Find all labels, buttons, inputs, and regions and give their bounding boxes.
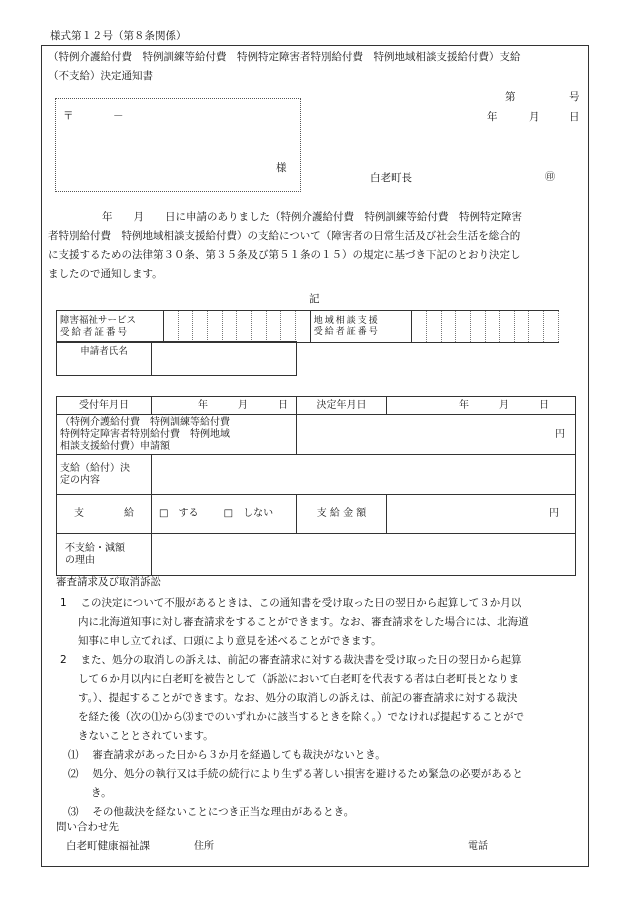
certificate-table (56, 310, 559, 343)
decision-date-value[interactable]: 年 月 日 (387, 397, 576, 415)
postal-dash: － (113, 110, 124, 122)
date-nen: 年 (487, 111, 498, 123)
sama-suffix: 様 (276, 162, 287, 174)
soudan-digit[interactable] (514, 311, 529, 343)
cert-digit[interactable] (296, 311, 311, 343)
contact-dept: 白老町健康福祉課 (66, 840, 150, 852)
appeal-line: 知事に申し立てれば、口頭により意見を述べることができます。 (78, 635, 382, 647)
content-value[interactable] (152, 455, 576, 495)
doc-number-dai: 第 (505, 91, 516, 103)
form-number: 様式第１２号（第８条関係） (50, 30, 187, 42)
decision-date-label: 決定年月日 (297, 397, 387, 415)
appeal-heading: 審査請求及び取消訴訟 (56, 576, 161, 588)
cert-digit[interactable] (178, 311, 193, 343)
appeal-line: して６か月以内に白老町を被告として（訴訟において白老町を代表する者は白老町長となりま (78, 673, 519, 685)
amount-label: （特例介護給付費 特例訓練等給付費 特例特定障害者特別給付費 特例地域 相談支援給付費）申請額 (57, 415, 297, 455)
option-yes-checkbox[interactable]: □ する (159, 508, 199, 519)
soudan-digit[interactable] (441, 311, 456, 343)
soudan-digit[interactable] (470, 311, 485, 343)
appeal-line: 1 この決定について不服があるときは、この通知書を受け取った日の翌日から起算して３か月以 (60, 597, 522, 609)
applicant-name-field[interactable] (152, 342, 297, 376)
soudan-digit[interactable] (500, 311, 515, 343)
shikyu-amount-label: 支 給 金 額 (297, 495, 387, 534)
contact-phone-label: 電話 (468, 841, 488, 852)
cert-digit[interactable] (208, 311, 223, 343)
cert-label: 障害福祉サービス 受給者証番号 (57, 311, 164, 343)
ki-heading: 記 (309, 293, 320, 305)
soudan-digit[interactable] (456, 311, 471, 343)
soudan-digit[interactable] (544, 311, 559, 343)
body-line: に支援するための法律第３０条、第３５条及び第５１条の１５）の規定に基づき下記のとおり決定し (48, 249, 521, 261)
reason-value[interactable] (152, 534, 576, 576)
appeal-line: きないこととされています。 (78, 730, 214, 742)
appeal-text (60, 594, 529, 822)
appeal-line: 内に北海道知事に対し審査請求をすることができます。なお、審査請求をした場合には、北海道 (78, 616, 529, 628)
decision-table (56, 396, 576, 576)
appeal-line: す。）、提起することができます。なお、処分の取消しの訴えは、前記の審査請求に対する裁決 (78, 692, 518, 704)
seal-mark: ㊞ (545, 172, 555, 183)
applicant-label: 申請者氏名 (57, 342, 152, 376)
soudan-digit[interactable] (412, 311, 427, 343)
receipt-date-value[interactable]: 年 月 日 (152, 397, 297, 415)
amount-value[interactable] (297, 415, 576, 455)
soudan-label: 地域相談支援 受給者証番号 (310, 311, 412, 343)
title-line-2: （不支給）決定通知書 (48, 70, 153, 82)
option-no-checkbox[interactable]: □ しない (223, 508, 274, 519)
body-line: ましたので通知します。 (48, 268, 163, 280)
body-line: 年 月 日に申請のありました（特例介護給付費 特例訓練等給付費 特例特定障害 (102, 211, 522, 223)
cert-digit[interactable] (222, 311, 237, 343)
cert-digit[interactable] (252, 311, 267, 343)
issuer-name: 白老町長 (370, 172, 412, 184)
yen-unit: 円 (555, 428, 565, 440)
soudan-digit[interactable] (426, 311, 441, 343)
applicant-table (56, 341, 297, 376)
shikyu-label: 支 給 (57, 495, 152, 534)
soudan-digit[interactable] (529, 311, 544, 343)
receipt-date-label: 受付年月日 (57, 397, 152, 415)
cert-digit[interactable] (281, 311, 296, 343)
yen-unit: 円 (549, 508, 559, 519)
content-label: 支給（給付）決 定の内容 (57, 455, 152, 495)
body-line: 者特別給付費 特例地域相談支援給付費）の支給について（障害者の日常生活及び社会生活を総合的 (48, 230, 521, 242)
body-text (48, 208, 522, 284)
cert-digit[interactable] (266, 311, 281, 343)
date-nichi: 日 (569, 111, 580, 123)
reason-label: 不支給・減額 の理由 (57, 534, 152, 576)
appeal-line: 2 また、処分の取消しの訴えは、前記の審査請求に対する裁決書を受け取った日の翌日から起算 (60, 654, 522, 666)
cert-digit[interactable] (164, 311, 179, 343)
cert-digit[interactable] (237, 311, 252, 343)
appeal-line: ⑵ 処分、処分の執行又は手続の続行により生ずる著しい損害を避けるため緊急の必要があると (68, 768, 523, 780)
shikyu-options (152, 495, 297, 534)
appeal-line: ⑴ 審査請求があった日から３か月を経過しても裁決がないとき。 (68, 749, 386, 761)
appeal-line: ⑶ その他裁決を経ないことにつき正当な理由があるとき。 (68, 806, 355, 818)
contact-address-label: 住所 (194, 841, 214, 852)
postal-mark: 〒 (63, 110, 74, 122)
soudan-digit[interactable] (485, 311, 500, 343)
cert-digit[interactable] (193, 311, 208, 343)
appeal-line: き。 (91, 787, 112, 799)
shikyu-amount-value[interactable] (387, 495, 576, 534)
title-line-1: （特例介護給付費 特例訓練等給付費 特例特定障害者特別給付費 特例地域相談支援給付費）支給 (48, 51, 521, 63)
date-gatsu: 月 (529, 111, 540, 123)
doc-number-go: 号 (569, 91, 580, 103)
appeal-line: を経た後（次の⑴から⑶までのいずれかに該当するときを除く。）でなければ提起することがで (78, 711, 525, 723)
address-box (55, 98, 301, 192)
contact-heading: 問い合わせ先 (56, 821, 119, 833)
